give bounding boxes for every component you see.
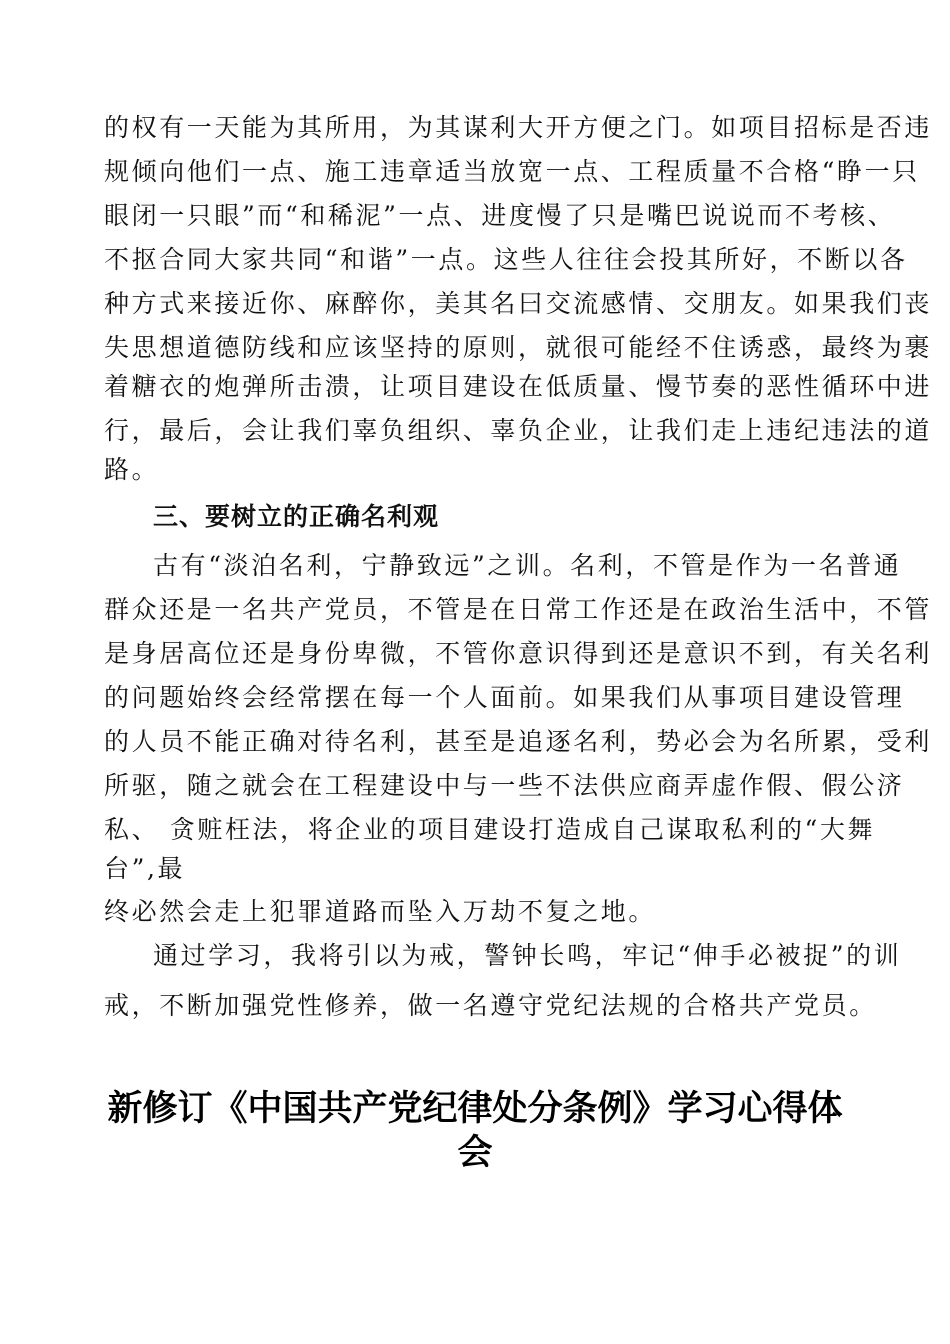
paragraph-line: 台”,最	[104, 854, 186, 883]
paragraph-line: 戒，不断加强党性修养，做一名遵守党纪法规的合格共产党员。	[104, 991, 877, 1020]
paragraph-line: 种方式来接近你、麻醉你，美其名曰交流感情、交朋友。如果我们丧	[104, 289, 933, 318]
paragraph-line: 私、 贪赃枉法，将企业的项目建设打造成自己谋取私利的“大舞	[104, 815, 876, 844]
section-heading: 三、要树立的正确名利观	[153, 502, 440, 531]
next-article-title-continued: 会	[457, 1133, 493, 1173]
next-article-title: 新修订《中国共产党纪律处分条例》学习心得体	[107, 1089, 843, 1129]
paragraph-line: 着糖衣的炮弹所击溃，让项目建设在低质量、慢节奏的恶性循环中进	[104, 372, 933, 401]
paragraph-line: 眼闭一只眼”而“和稀泥”一点、进度慢了只是嘴巴说说而不考核、	[104, 201, 896, 230]
paragraph-line: 终必然会走上犯罪道路而坠入万劫不复之地。	[104, 897, 657, 926]
paragraph-line: 不抠合同大家共同“和谐”一点。这些人往往会投其所好，不断以各	[104, 245, 908, 274]
paragraph-line: 行，最后，会让我们辜负组织、辜负企业，让我们走上违纪违法的道	[104, 416, 933, 445]
paragraph-line: 是身居高位还是身份卑微，不管你意识得到还是意识不到，有关名利	[104, 639, 933, 668]
paragraph-line: 规倾向他们一点、施工违章适当放宽一点、工程质量不合格“睁一只	[104, 157, 920, 186]
paragraph-line: 路。	[104, 455, 160, 484]
paragraph-line: 群众还是一名共产党员，不管是在日常工作还是在政治生活中，不管	[104, 595, 933, 624]
paragraph-line: 古有“淡泊名利，宁静致远”之训。名利，不管是作为一名普通	[153, 551, 902, 580]
paragraph-line: 所驱，随之就会在工程建设中与一些不法供应商弄虚作假、假公济	[104, 771, 905, 800]
paragraph-line: 的权有一天能为其所用，为其谋利大开方便之门。如项目招标是否违	[104, 113, 933, 142]
paragraph-line: 通过学习，我将引以为戒，警钟长鸣，牢记“伸手必被捉”的训	[153, 941, 902, 970]
paragraph-line: 的人员不能正确对待名利，甚至是追逐名利，势必会为名所累，受利	[104, 727, 933, 756]
paragraph-line: 失思想道德防线和应该坚持的原则，就很可能经不住诱惑，最终为裹	[104, 333, 933, 362]
paragraph-line: 的问题始终会经常摆在每一个人面前。如果我们从事项目建设管理	[104, 683, 905, 712]
